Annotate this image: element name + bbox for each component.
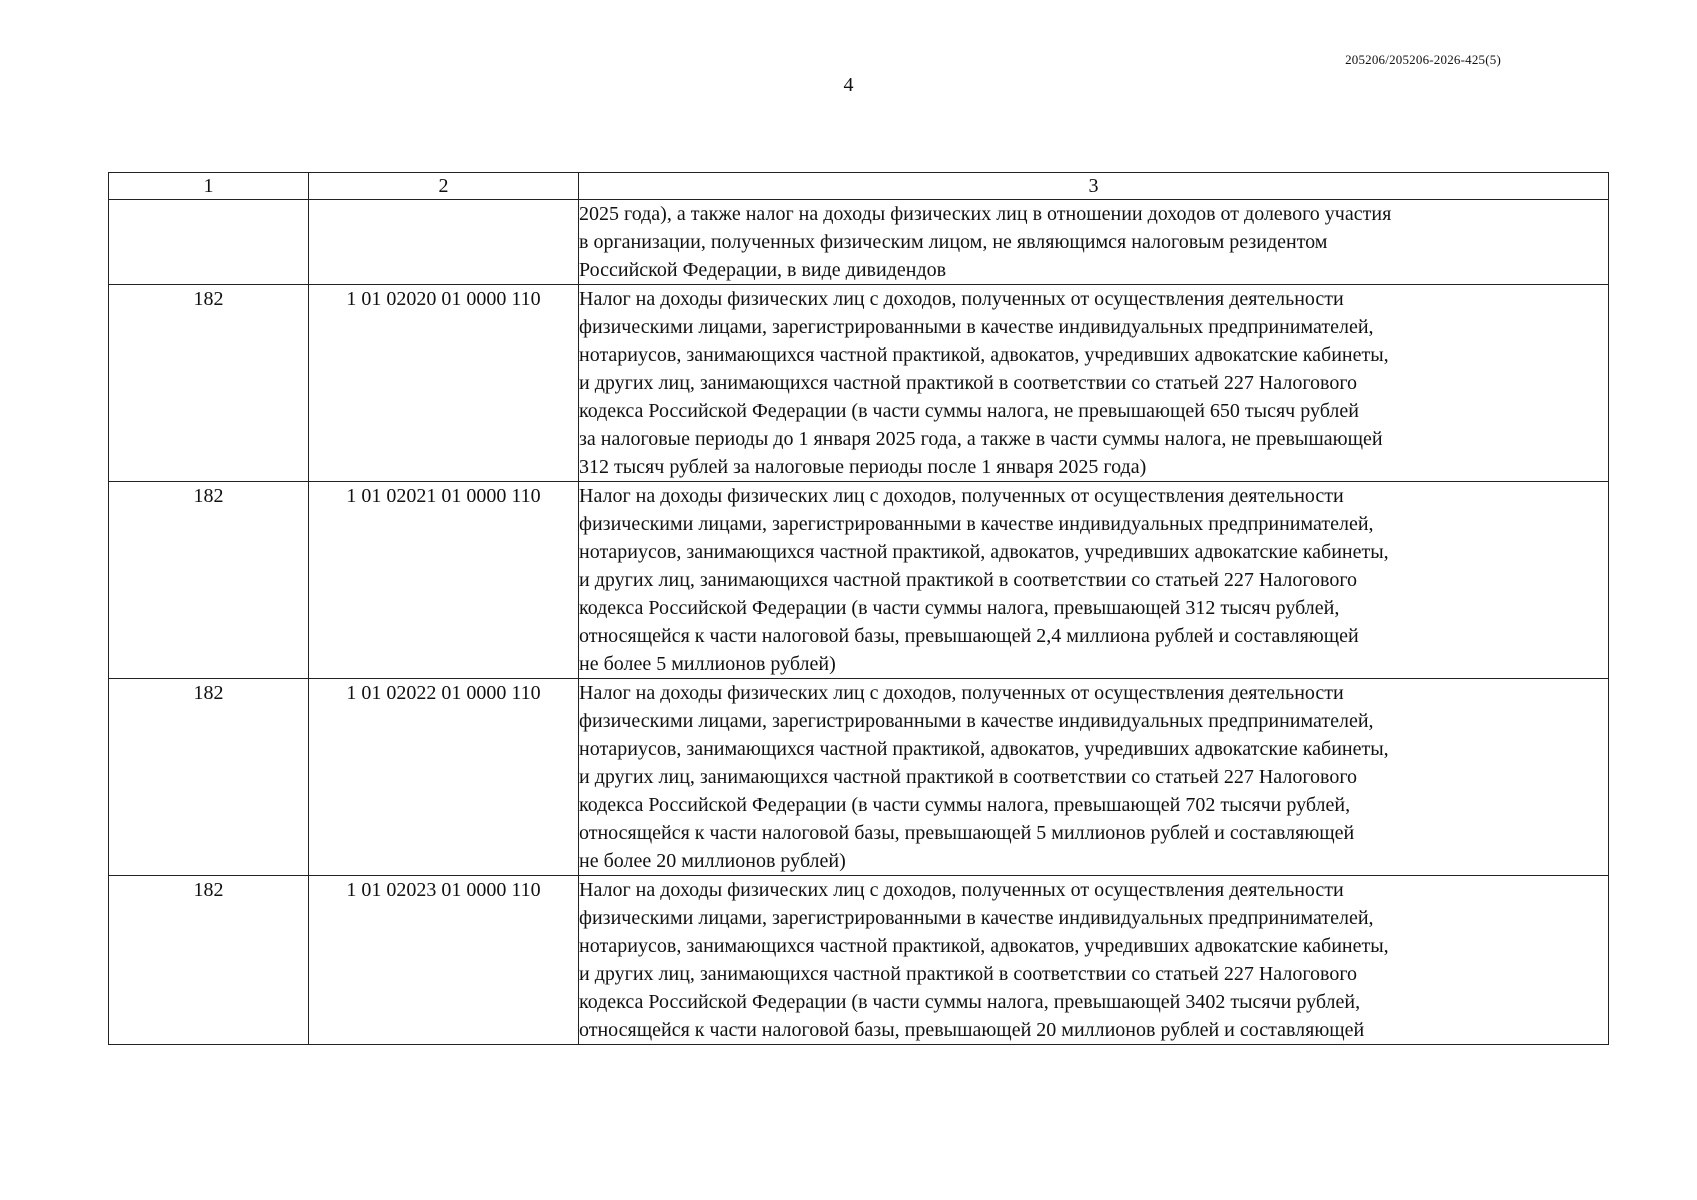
description-line: относящейся к части налоговой базы, превышающей 5 миллионов рублей и составляющей [579, 822, 1355, 844]
column-number-3: 3 [579, 173, 1609, 200]
income-description-cell [579, 679, 1609, 876]
description-line: не более 20 миллионов рублей) [579, 850, 846, 872]
description-line: физическими лицами, зарегистрированными в качестве индивидуальных предпринимателей, [579, 316, 1374, 338]
description-line: Налог на доходы физических лиц с доходов, полученных от осуществления деятельности [579, 485, 1344, 507]
admin-code-cell: 182 [109, 285, 309, 482]
description-line: Налог на доходы физических лиц с доходов, полученных от осуществления деятельности [579, 682, 1344, 704]
description-line: кодекса Российской Федерации (в части суммы налога, превышающей 312 тысяч рублей, [579, 597, 1340, 619]
description-line: Российской Федерации, в виде дивидендов [579, 259, 947, 281]
description-line: кодекса Российской Федерации (в части суммы налога, не превышающей 650 тысяч рублей [579, 400, 1359, 422]
table-row [109, 679, 1609, 876]
document-id: 205206/205206-2026-425(5) [1345, 52, 1501, 67]
table-row [109, 200, 1609, 285]
description-line: и других лиц, занимающихся частной практикой в соответствии со статьей 227 Налогового [579, 963, 1358, 985]
admin-code-cell: 182 [109, 876, 309, 1045]
description-line: не более 5 миллионов рублей) [579, 653, 836, 675]
description-line: кодекса Российской Федерации (в части суммы налога, превышающей 702 тысячи рублей, [579, 794, 1351, 816]
description-line: относящейся к части налоговой базы, превышающей 20 миллионов рублей и составляющей [579, 1019, 1365, 1041]
admin-code-cell: 182 [109, 679, 309, 876]
table-row [109, 876, 1609, 1045]
table-row [109, 482, 1609, 679]
description-line: физическими лицами, зарегистрированными в качестве индивидуальных предпринимателей, [579, 907, 1374, 929]
budget-classification-code-cell: 1 01 02023 01 0000 110 [309, 876, 579, 1045]
page-number: 4 [843, 74, 854, 96]
description-line: кодекса Российской Федерации (в части суммы налога, превышающей 3402 тысячи рублей, [579, 991, 1361, 1013]
description-line: Налог на доходы физических лиц с доходов, полученных от осуществления деятельности [579, 879, 1344, 901]
description-line: в организации, полученных физическим лицом, не являющимся налоговым резидентом [579, 231, 1328, 253]
income-description-cell [579, 876, 1609, 1045]
budget-classification-code-cell: 1 01 02022 01 0000 110 [309, 679, 579, 876]
description-line: 2025 года), а также налог на доходы физических лиц в отношении доходов от долевого участия [579, 203, 1392, 225]
description-line: и других лиц, занимающихся частной практикой в соответствии со статьей 227 Налогового [579, 766, 1358, 788]
description-line: нотариусов, занимающихся частной практикой, адвокатов, учредивших адвокатские кабинеты, [579, 738, 1389, 760]
description-line: физическими лицами, зарегистрированными в качестве индивидуальных предпринимателей, [579, 710, 1374, 732]
admin-code-cell: 182 [109, 482, 309, 679]
description-line: нотариусов, занимающихся частной практикой, адвокатов, учредивших адвокатские кабинеты, [579, 541, 1389, 563]
column-number-1: 1 [109, 173, 309, 200]
description-line: и других лиц, занимающихся частной практикой в соответствии со статьей 227 Налогового [579, 569, 1358, 591]
table-body [109, 200, 1609, 1045]
income-description-cell [579, 200, 1609, 285]
admin-code-cell [109, 200, 309, 285]
column-number-2: 2 [309, 173, 579, 200]
description-line: нотариусов, занимающихся частной практикой, адвокатов, учредивших адвокатские кабинеты, [579, 344, 1389, 366]
description-line: за налоговые периоды до 1 января 2025 года, а также в части суммы налога, не превышающей [579, 428, 1383, 450]
description-line: нотариусов, занимающихся частной практикой, адвокатов, учредивших адвокатские кабинеты, [579, 935, 1389, 957]
income-description-cell [579, 482, 1609, 679]
description-line: Налог на доходы физических лиц с доходов, полученных от осуществления деятельности [579, 288, 1344, 310]
description-line: относящейся к части налоговой базы, превышающей 2,4 миллиона рублей и составляющей [579, 625, 1359, 647]
description-line: и других лиц, занимающихся частной практикой в соответствии со статьей 227 Налогового [579, 372, 1358, 394]
income-description-cell [579, 285, 1609, 482]
table-row [109, 285, 1609, 482]
budget-code-table [108, 172, 1609, 1045]
budget-classification-code-cell: 1 01 02021 01 0000 110 [309, 482, 579, 679]
budget-classification-code-cell [309, 200, 579, 285]
column-number-row [109, 173, 1609, 200]
description-line: 312 тысяч рублей за налоговые периоды после 1 января 2025 года) [579, 456, 1147, 478]
description-line: физическими лицами, зарегистрированными в качестве индивидуальных предпринимателей, [579, 513, 1374, 535]
budget-classification-code-cell: 1 01 02020 01 0000 110 [309, 285, 579, 482]
